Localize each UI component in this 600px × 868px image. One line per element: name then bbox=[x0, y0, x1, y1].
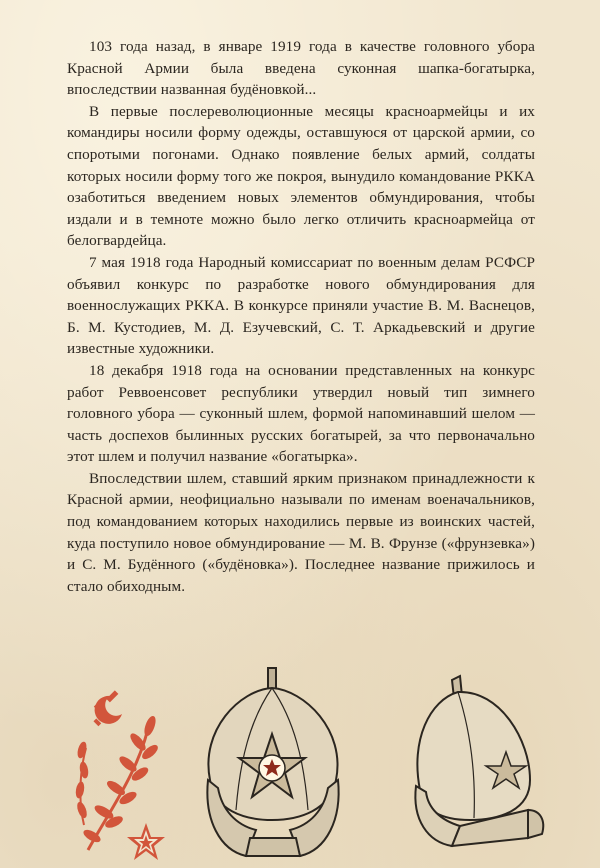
illustration bbox=[0, 660, 600, 868]
star-icon bbox=[127, 823, 165, 860]
paragraph-1: 103 года назад, в январе 1919 года в качестве головного убора Красной Армии была введена суконная шапка-богатырка, впоследствии названная будёновкой... bbox=[67, 38, 535, 99]
paragraph-2: В первые послереволюционные месяцы красноармейцы и их командиры носили форму одежды, оставшуюся от царской армии, со споротыми погонами. Однако появление белых армий, солдаты которых носили форму того же покроя, вынудило командование РККА озаботиться введением новых элементов обмундирования, чтобы издали и в темноте можно было легко отличить красноармейца от белогвардейца. bbox=[67, 102, 535, 250]
budenovka-front bbox=[207, 668, 338, 856]
hammer-and-sickle-icon bbox=[93, 690, 122, 726]
paragraph-5: Впоследствии шлем, ставший ярким признаком принадлежности к Красной армии, неофициально называли по именам военачальников, под командованием которых находились первые из воинских частей, куда поступило новое обмундирование — М. В. Фрунзе («фрунзевка») и С. М. Будённого («будёновка»). Последнее название прижилось и стало обиходным. bbox=[67, 469, 535, 595]
soviet-emblem bbox=[75, 690, 165, 860]
article-text bbox=[67, 36, 535, 597]
paragraph-3: 7 мая 1918 года Народный комиссариат по военным делам РСФСР объявил конкурс по разработке нового обмундирования для военнослужащих РККА. В конкурсе приняли участие В. М. Васнецов, Б. М. Кустодиев, М. Д. Езучевский, С. Т. Аркадьевский и другие известные художники. bbox=[67, 253, 535, 358]
paragraph-4: 18 декабря 1918 года на основании представленных на конкурс работ Реввоенсовет республики утвердил новый тип зимнего головного убора — суконный шлем, формой напоминавший шелом — часть доспехов былинных русских богатырей, за что первоначально этот шлем и получил название «богатырка». bbox=[67, 361, 535, 466]
budenovka-side bbox=[415, 676, 543, 846]
laurel-leaves bbox=[75, 715, 159, 844]
